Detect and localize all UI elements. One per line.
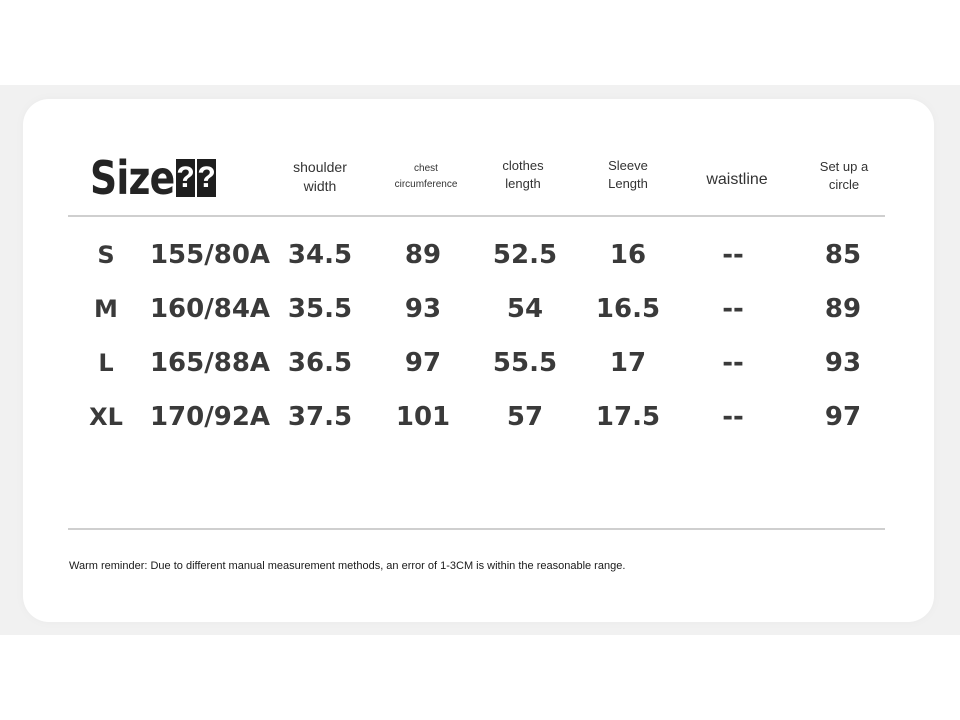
- cell-circle: 89: [824, 294, 862, 324]
- header-waistline: [706, 169, 767, 191]
- cell-sleeve: 16: [609, 240, 647, 270]
- cell-sleeve: 16.5: [595, 294, 661, 324]
- cell-circle: 97: [824, 402, 862, 432]
- header-line: waistline: [706, 171, 768, 188]
- cell-height: 165/88A: [149, 348, 271, 378]
- cell-chest: 93: [404, 294, 442, 324]
- cell-shoulder: 36.5: [287, 348, 353, 378]
- header-line: shoulder: [293, 159, 347, 175]
- cell-height: 170/92A: [149, 402, 271, 432]
- header-line: chest: [414, 163, 438, 174]
- header-line: circumference: [394, 179, 458, 190]
- cell-chest: 89: [404, 240, 442, 270]
- header-set-up-a-circle: [820, 158, 868, 193]
- cell-length: 52.5: [492, 240, 558, 270]
- cell-shoulder: 37.5: [287, 402, 353, 432]
- cell-length: 57: [506, 402, 544, 432]
- cell-sleeve: 17.5: [595, 402, 661, 432]
- cell-circle: 85: [824, 240, 862, 270]
- title-text: Size: [90, 151, 175, 205]
- cell-chest: 97: [404, 348, 442, 378]
- cell-height: 160/84A: [149, 294, 271, 324]
- missing-glyph-icon: ?: [197, 159, 216, 197]
- cell-shoulder: 35.5: [287, 294, 353, 324]
- table-row: [0, 289, 960, 329]
- table-row: [0, 397, 960, 437]
- header-line: Length: [608, 175, 648, 191]
- cell-waist: --: [722, 240, 744, 270]
- table-row: [0, 235, 960, 275]
- table-row: [0, 343, 960, 383]
- header-line: width: [303, 177, 337, 194]
- missing-glyph-icon: ?: [176, 159, 195, 197]
- cell-length: 54: [506, 294, 544, 324]
- cell-waist: --: [722, 402, 744, 432]
- header-divider: [68, 215, 885, 217]
- size-chart-title: [90, 150, 216, 206]
- title-glyph-group: [176, 159, 216, 197]
- cell-chest: 101: [395, 402, 451, 432]
- header-line: length: [505, 175, 541, 191]
- cell-waist: --: [722, 294, 744, 324]
- cell-size: S: [97, 241, 115, 269]
- cell-circle: 93: [824, 348, 862, 378]
- header-chest-circumference: [395, 161, 458, 193]
- header-line: circle: [828, 176, 860, 192]
- cell-length: 55.5: [492, 348, 558, 378]
- cell-waist: --: [722, 348, 744, 378]
- cell-size: M: [94, 295, 118, 323]
- header-line: Set up a: [819, 159, 869, 174]
- cell-size: XL: [89, 403, 123, 431]
- header-shoulder-width: [293, 158, 347, 196]
- header-clothes-length: [502, 157, 543, 192]
- cell-size: L: [98, 349, 114, 377]
- cell-sleeve: 17: [609, 348, 647, 378]
- header-line: clothes: [502, 158, 544, 173]
- header-line: Sleeve: [608, 158, 648, 173]
- cell-height: 155/80A: [149, 240, 271, 270]
- footer-divider: [68, 528, 885, 530]
- header-sleeve-length: [608, 157, 648, 192]
- cell-shoulder: 34.5: [287, 240, 353, 270]
- warm-reminder-note: Warm reminder: Due to different manual measurement methods, an error of 1-3CM is within the reasonable range.: [69, 560, 626, 572]
